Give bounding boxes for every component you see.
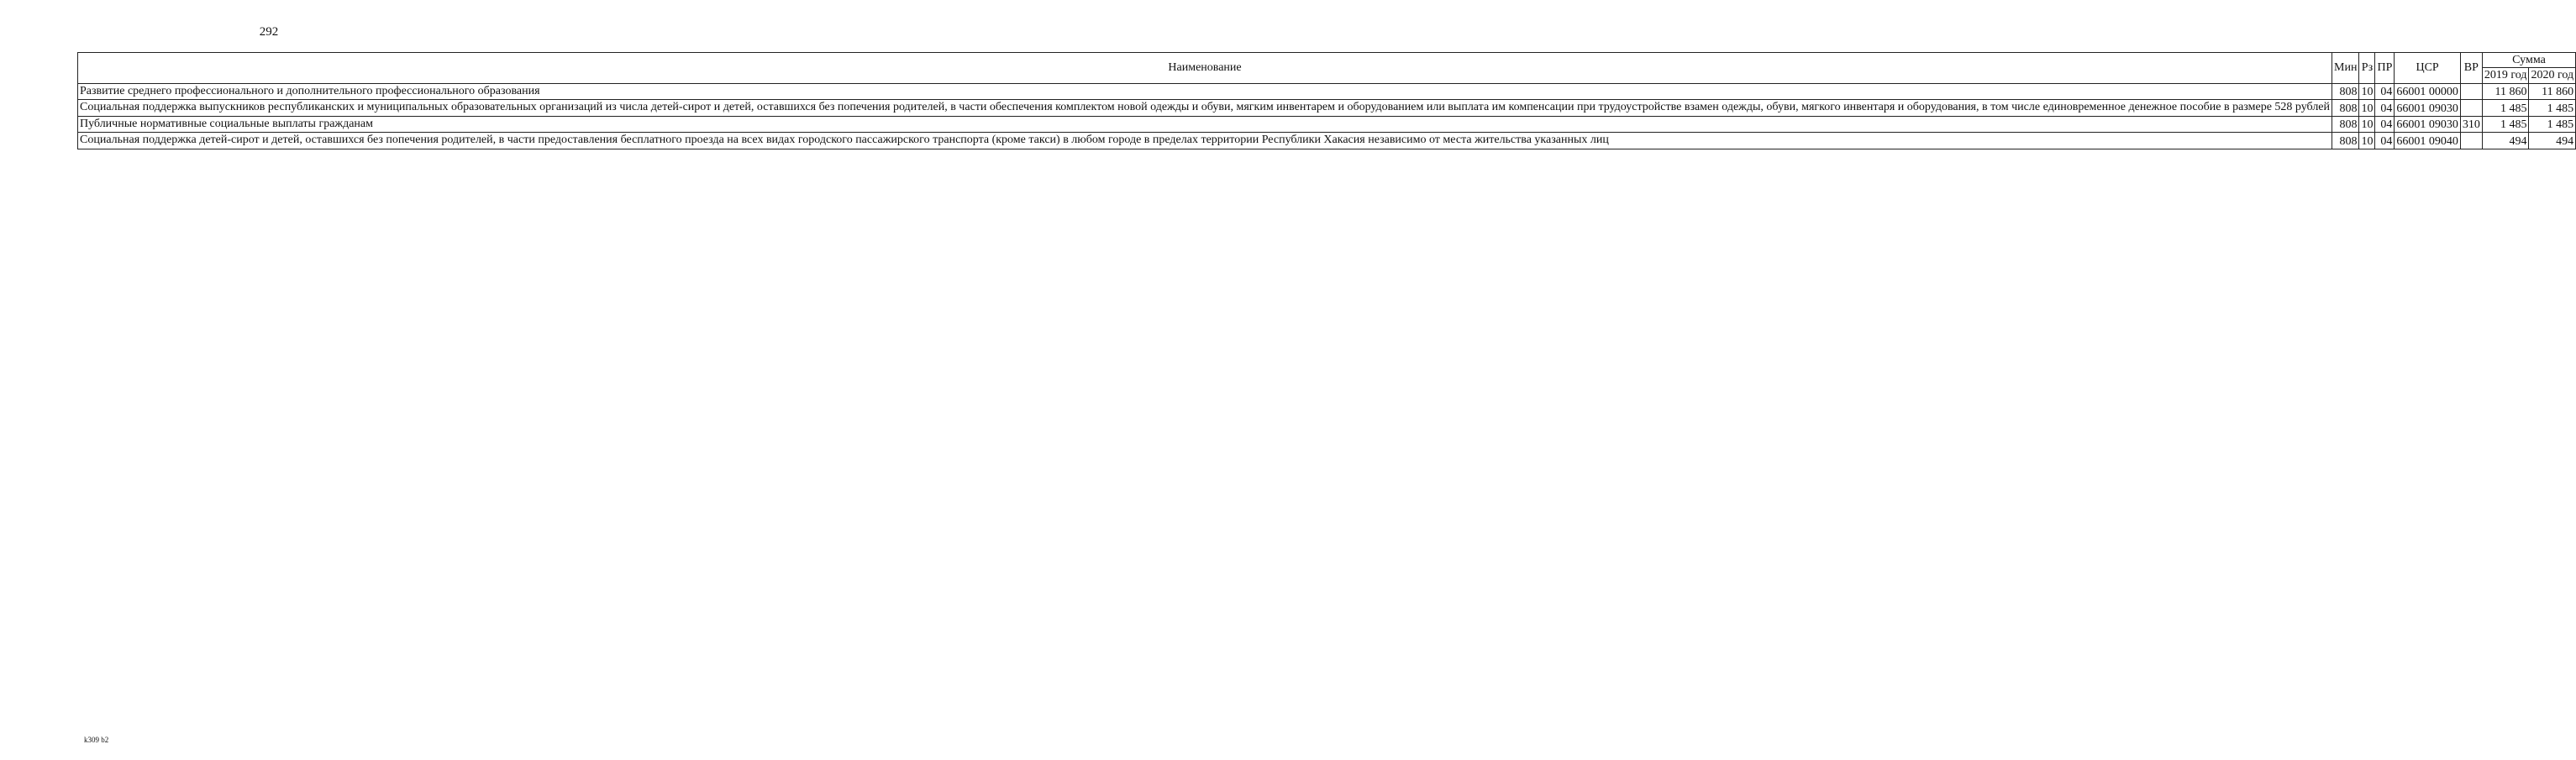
row-sum-2020: 1 485 xyxy=(2529,116,2576,132)
row-vr: 310 xyxy=(2460,116,2482,132)
table-row xyxy=(78,100,2576,116)
row-sum-2020: 1 485 xyxy=(2529,100,2576,116)
row-rz: 10 xyxy=(2359,100,2375,116)
row-min: 808 xyxy=(2332,100,2359,116)
row-sum-2020: 494 xyxy=(2529,133,2576,149)
table-row xyxy=(78,133,2576,149)
row-sum-2019: 1 485 xyxy=(2482,116,2529,132)
header-pr: ПР xyxy=(2375,53,2395,84)
table-row xyxy=(78,116,2576,132)
row-rz: 10 xyxy=(2359,133,2375,149)
row-pr: 04 xyxy=(2375,84,2395,100)
row-csr: 66001 09040 xyxy=(2395,133,2461,149)
row-sum-2020: 11 860 xyxy=(2529,84,2576,100)
header-min: Мин xyxy=(2332,53,2359,84)
row-csr: 66001 00000 xyxy=(2395,84,2461,100)
row-name: Социальная поддержка детей-сирот и детей, оставшихся без попечения родителей, в части предоставления бесплатного проезда на всех видах городского пассажирского транспорта (кроме такси) в любом городе в пределах территории Республики Хакасия независимо от места жительства указанных лиц xyxy=(78,133,2332,149)
header-vr: ВР xyxy=(2460,53,2482,84)
row-csr: 66001 09030 xyxy=(2395,116,2461,132)
row-sum-2019: 494 xyxy=(2482,133,2529,149)
row-pr: 04 xyxy=(2375,116,2395,132)
row-vr xyxy=(2460,133,2482,149)
footer-code: k309 b2 xyxy=(84,736,109,744)
row-pr: 04 xyxy=(2375,100,2395,116)
row-csr: 66001 09030 xyxy=(2395,100,2461,116)
page-number: 292 xyxy=(259,25,279,39)
row-min: 808 xyxy=(2332,116,2359,132)
header-sum: Сумма xyxy=(2482,53,2575,68)
row-vr xyxy=(2460,100,2482,116)
header-name: Наименование xyxy=(78,53,2332,84)
row-rz: 10 xyxy=(2359,84,2375,100)
row-sum-2019: 11 860 xyxy=(2482,84,2529,100)
row-min: 808 xyxy=(2332,133,2359,149)
row-name: Социальная поддержка выпускников республиканских и муниципальных образовательных организаций из числа детей-сирот и детей, оставшихся без попечения родителей, в части обеспечения комплектом новой одежды и обуви, мягким инвентарем и оборудованием или выплата им компенсации при трудоустройстве взамен одежды, обуви, мягкого инвентаря и оборудования, в том числе единовременное денежное пособие в размере 528 рублей xyxy=(78,100,2332,116)
header-csr: ЦСР xyxy=(2395,53,2461,84)
row-sum-2019: 1 485 xyxy=(2482,100,2529,116)
row-pr: 04 xyxy=(2375,133,2395,149)
header-year-2019: 2019 год xyxy=(2482,68,2529,84)
header-rz: Рз xyxy=(2359,53,2375,84)
row-min: 808 xyxy=(2332,84,2359,100)
budget-table xyxy=(77,52,2576,149)
row-vr xyxy=(2460,84,2482,100)
row-name: Публичные нормативные социальные выплаты гражданам xyxy=(78,116,2332,132)
row-rz: 10 xyxy=(2359,116,2375,132)
header-year-2020: 2020 год xyxy=(2529,68,2576,84)
row-name: Развитие среднего профессионального и дополнительного профессионального образования xyxy=(78,84,2332,100)
table-row xyxy=(78,84,2576,100)
